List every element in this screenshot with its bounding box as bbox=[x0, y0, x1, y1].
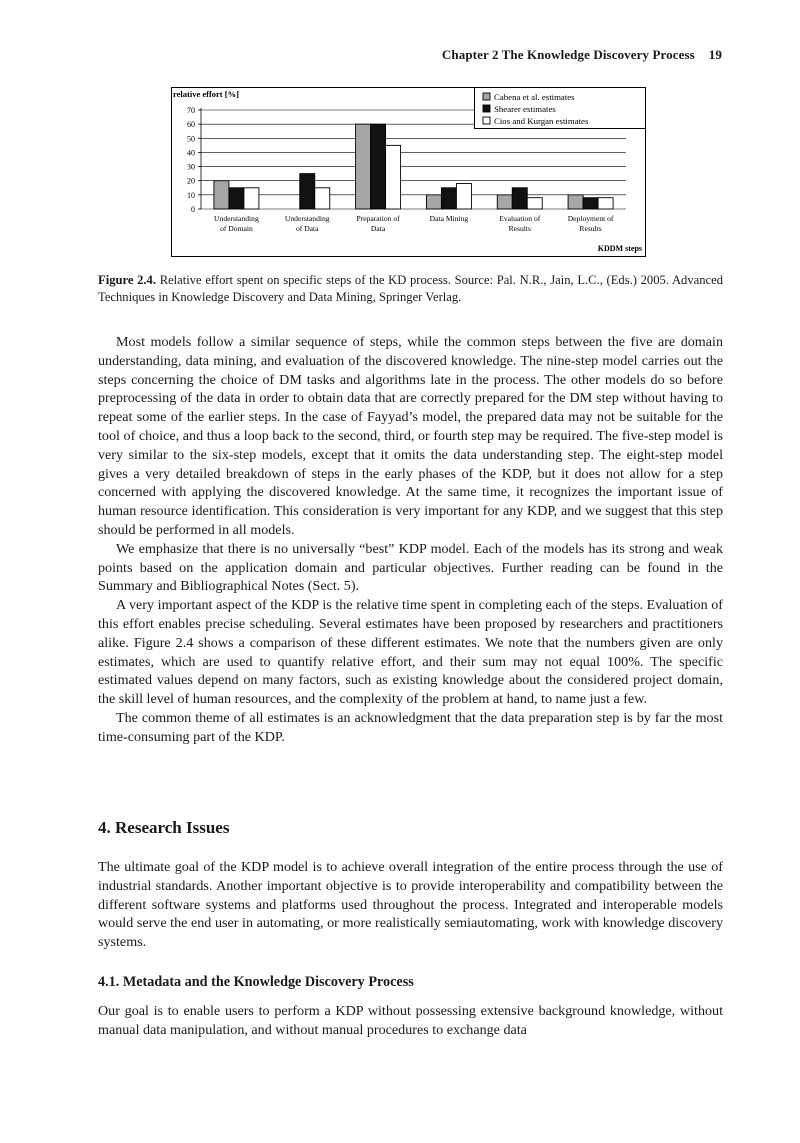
paragraph: We emphasize that there is no universally “best” KDP model. Each of the models has its strong and weak points based on the application domain and particular objectives. Further reading can be found in the Summary and Bibliographical Notes (Sect. 5). bbox=[98, 540, 723, 595]
y-axis-label: relative effort [%] bbox=[173, 89, 239, 99]
legend-swatch bbox=[483, 105, 490, 112]
chapter-title: Chapter 2 The Knowledge Discovery Process bbox=[441, 47, 695, 62]
y-tick-label: 50 bbox=[187, 134, 195, 144]
legend-label: Cabena et al. estimates bbox=[494, 92, 575, 102]
bar bbox=[386, 145, 401, 209]
y-tick-label: 20 bbox=[187, 176, 195, 186]
figure-caption-text: Relative effort spent on specific steps of the KD process. Source: Pal. N.R., Jain, L.C., (Eds.) 2005. Advanced Techniques in Knowledge Discovery and Data Mining, Springer Verlag. bbox=[98, 273, 723, 304]
x-tick-label: Deployment of bbox=[567, 214, 614, 223]
bar bbox=[356, 124, 371, 209]
subsection-body bbox=[98, 1002, 723, 1040]
y-tick-label: 10 bbox=[187, 190, 195, 200]
x-tick-label: of Data bbox=[295, 224, 319, 233]
x-tick-label: Understanding bbox=[214, 214, 259, 223]
bar bbox=[315, 188, 330, 209]
subsection-heading: 4.1. Metadata and the Knowledge Discovery Process bbox=[98, 974, 414, 990]
bar bbox=[598, 198, 613, 209]
section-heading: 4. Research Issues bbox=[98, 818, 230, 837]
y-tick-label: 70 bbox=[187, 106, 195, 115]
y-tick-label: 60 bbox=[187, 120, 195, 130]
paragraph: A very important aspect of the KDP is the relative time spent in completing each of the steps. Evaluation of this effort enables precise scheduling. Several estimates have been proposed by researchers and practitioners alike. Figure 2.4 shows a comparison of these different estimates. We note that the numbers given are only estimates, which are used to quantify relative effort, and their sum may not equal 100%. The specific estimated values depend on many factors, such as existing knowledge about the considered project domain, the skill level of human resources, and the complexity of the problem at hand, to name just a few. bbox=[98, 597, 723, 708]
section-body bbox=[98, 858, 723, 952]
x-tick-label: Results bbox=[508, 224, 531, 233]
bar bbox=[512, 188, 527, 209]
x-axis-label: KDDM steps bbox=[597, 244, 642, 253]
x-tick-label: of Domain bbox=[220, 224, 253, 233]
x-tick-label: Preparation of bbox=[356, 214, 400, 223]
bar bbox=[456, 184, 471, 209]
x-tick-label: Results bbox=[579, 224, 602, 233]
body-text-top bbox=[98, 333, 723, 747]
bar bbox=[497, 195, 512, 209]
bar bbox=[426, 195, 441, 209]
x-tick-label: Understanding bbox=[284, 214, 330, 223]
legend-label: Shearer estimates bbox=[494, 104, 556, 114]
legend-swatch bbox=[483, 93, 490, 100]
x-tick-label: Data Mining bbox=[429, 214, 469, 223]
x-tick-label: Evaluation of bbox=[499, 214, 541, 223]
figure-caption bbox=[98, 272, 723, 306]
bar-chart bbox=[171, 87, 646, 257]
legend-label: Cios and Kurgan estimates bbox=[494, 116, 589, 126]
y-tick-label: 30 bbox=[187, 162, 195, 172]
figure-label: Figure 2.4. bbox=[98, 273, 157, 287]
paragraph: The ultimate goal of the KDP model is to achieve overall integration of the entire process through the use of industrial standards. Another important objective is to provide interoperability and compatibility between the different software systems and platforms used throughout the process. Integrated and interoperable models would serve the end user in automating, or more realistically semiautomating, work with knowledge discovery systems. bbox=[98, 859, 723, 951]
legend-swatch bbox=[483, 117, 490, 124]
bar bbox=[244, 188, 259, 209]
bar bbox=[371, 124, 386, 209]
paragraph: The common theme of all estimates is an acknowledgment that the data preparation step is by far the most time-consuming part of the KDP. bbox=[98, 709, 723, 745]
figure-chart bbox=[171, 87, 646, 257]
bar bbox=[583, 198, 598, 209]
page-number: 19 bbox=[708, 47, 722, 62]
bar bbox=[568, 195, 583, 209]
running-head bbox=[442, 47, 722, 63]
bar bbox=[300, 174, 315, 209]
y-tick-label: 40 bbox=[187, 148, 195, 158]
paragraph: Most models follow a similar sequence of steps, while the common steps between the five are domain understanding, data mining, and evaluation of the discovered knowledge. The nine-step model carries out the steps concerning the choice of DM tasks and algorithms late in the process. The other models do so before preprocessing of the data in order to obtain data that are correctly prepared for the DM step without having to repeat some of the earlier steps. In the case of Fayyad’s model, the prepared data may not be suitable for the tool of choice, and thus a loop back to the second, third, or fourth step may be required. The five-step model is very similar to the six-step models, except that it omits the data understanding step. The eight-step model gives a very detailed breakdown of steps in the early phases of the KDP, but it does not allow for a step concerned with applying the discovered knowledge. At the same time, it recognizes the important issue of human resource identification. This consideration is very important for any KDP, and we suggest that this step should be performed in all models. bbox=[98, 334, 723, 538]
y-tick-label: 0 bbox=[191, 205, 195, 214]
bar bbox=[214, 181, 229, 209]
bar bbox=[527, 198, 542, 209]
bar bbox=[229, 188, 244, 209]
bar bbox=[441, 188, 456, 209]
x-tick-label: Data bbox=[370, 224, 386, 233]
paragraph: Our goal is to enable users to perform a KDP without possessing extensive background knowledge, without manual data manipulation, and without manual procedures to exchange data bbox=[98, 1003, 723, 1038]
